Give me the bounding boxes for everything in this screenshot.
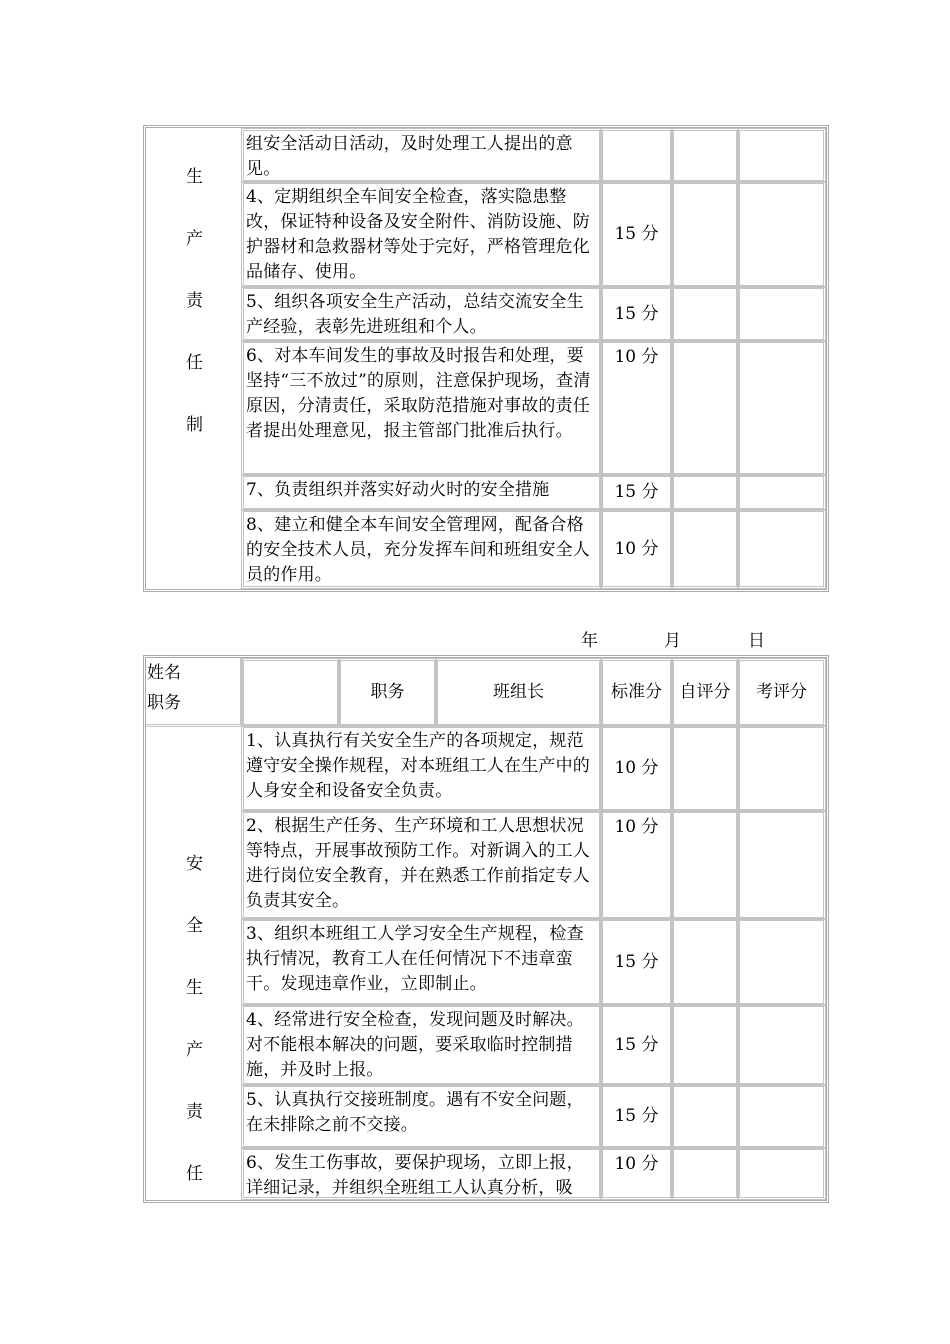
self-score-cell[interactable] <box>671 181 739 288</box>
category-char: 责 <box>186 291 203 311</box>
date-year: 年 <box>581 631 598 651</box>
eval-score-cell[interactable] <box>737 474 826 511</box>
duty-value-cell: 班组长 <box>435 658 602 727</box>
self-score-cell[interactable] <box>671 810 739 920</box>
name-duty-label-cell <box>146 658 243 727</box>
table-row-text: 组安全活动日活动，及时处理工人提出的意见。 <box>241 128 602 183</box>
category-char: 产 <box>186 1040 203 1060</box>
standard-score-cell: 10 分 <box>600 340 673 476</box>
self-score-cell[interactable] <box>671 474 739 511</box>
table-row-text: 6、对本车间发生的事故及时报告和处理，要坚持“三不放过”的原则，注意保护现场，查清原因，分清责任，采取防范措施对事故的责任者提出处理意见，报主管部门批准后执行。 <box>241 340 602 476</box>
standard-score-cell: 15 分 <box>600 181 673 288</box>
responsibility-table-1 <box>143 125 829 592</box>
name-label: 姓名 <box>147 663 181 683</box>
table-row-text: 6、发生工伤事故，要保护现场，立即上报，详细记录，并组织全班组工人认真分析，吸 <box>241 1147 602 1200</box>
category-cell <box>146 725 243 1200</box>
self-score-cell[interactable] <box>671 918 739 1006</box>
date-month: 月 <box>664 631 681 651</box>
standard-score-cell: 15 分 <box>600 1084 673 1149</box>
duty-label-left: 职务 <box>147 693 181 713</box>
table-row-text: 3、组织本班组工人学习安全生产规程，检查执行情况，教育工人在任何情况下不违章蛮干。发现违章作业，立即制止。 <box>241 918 602 1006</box>
self-score-cell[interactable] <box>671 286 739 342</box>
self-score-cell[interactable] <box>671 509 739 589</box>
self-score-cell[interactable] <box>671 1147 739 1200</box>
standard-score-cell: 15 分 <box>600 474 673 511</box>
category-char: 任 <box>186 353 203 373</box>
date-day: 日 <box>748 631 765 651</box>
table-row-text: 7、负责组织并落实好动火时的安全措施 <box>241 474 602 511</box>
eval-score-cell[interactable] <box>737 509 826 589</box>
self-score-cell[interactable] <box>671 1004 739 1086</box>
duty-label-cell: 职务 <box>338 658 437 727</box>
table-row-text: 4、经常进行安全检查，发现问题及时解决。对不能根本解决的问题，要采取临时控制措施，并及时上报。 <box>241 1004 602 1086</box>
name-value-cell[interactable] <box>241 658 340 727</box>
standard-score-cell: 15 分 <box>600 286 673 342</box>
standard-score-cell: 10 分 <box>600 810 673 920</box>
eval-score-cell[interactable] <box>737 1004 826 1086</box>
responsibility-table-2 <box>143 655 829 1203</box>
category-char: 全 <box>186 916 203 936</box>
category-char: 产 <box>186 229 203 249</box>
table-row-text: 4、定期组织全车间安全检查，落实隐患整改，保证特种设备及安全附件、消防设施、防护器材和急救器材等处于完好，严格管理危化品储存、使用。 <box>241 181 602 288</box>
category-char: 责 <box>186 1102 203 1122</box>
table-row-text: 5、组织各项安全生产活动，总结交流安全生产经验，表彰先进班组和个人。 <box>241 286 602 342</box>
self-score-cell[interactable] <box>671 1084 739 1149</box>
standard-score-cell: 15 分 <box>600 1004 673 1086</box>
eval-score-cell[interactable] <box>737 810 826 920</box>
self-score-cell[interactable] <box>671 128 739 183</box>
self-score-cell[interactable] <box>671 340 739 476</box>
eval-score-cell[interactable] <box>737 1147 826 1200</box>
category-char: 任 <box>186 1164 203 1184</box>
eval-score-cell[interactable] <box>737 181 826 288</box>
table-row-text: 1、认真执行有关安全生产的各项规定，规范遵守安全操作规程，对本班组工人在生产中的人身安全和设备安全负责。 <box>241 725 602 812</box>
self-score-header: 自评分 <box>671 658 739 727</box>
eval-score-cell[interactable] <box>737 286 826 342</box>
table-row-text: 2、根据生产任务、生产环境和工人思想状况等特点，开展事故预防工作。对新调入的工人进行岗位安全教育，并在熟悉工作前指定专人负责其安全。 <box>241 810 602 920</box>
category-char: 生 <box>186 978 203 998</box>
standard-score-cell: 10 分 <box>600 725 673 812</box>
eval-score-cell[interactable] <box>737 340 826 476</box>
eval-score-cell[interactable] <box>737 1084 826 1149</box>
standard-score-header: 标准分 <box>600 658 673 727</box>
eval-score-header: 考评分 <box>737 658 826 727</box>
table-row-text: 8、建立和健全本车间安全管理网，配备合格的安全技术人员，充分发挥车间和班组安全人员的作用。 <box>241 509 602 589</box>
eval-score-cell[interactable] <box>737 725 826 812</box>
standard-score-cell: 10 分 <box>600 509 673 589</box>
self-score-cell[interactable] <box>671 725 739 812</box>
standard-score-cell: 15 分 <box>600 918 673 1006</box>
standard-score-cell <box>600 128 673 183</box>
table-row-text: 5、认真执行交接班制度。遇有不安全问题，在未排除之前不交接。 <box>241 1084 602 1149</box>
category-char: 生 <box>186 167 203 187</box>
category-char: 安 <box>186 854 203 874</box>
eval-score-cell[interactable] <box>737 918 826 1006</box>
eval-score-cell[interactable] <box>737 128 826 183</box>
standard-score-cell: 10 分 <box>600 1147 673 1200</box>
category-char: 制 <box>186 415 203 435</box>
